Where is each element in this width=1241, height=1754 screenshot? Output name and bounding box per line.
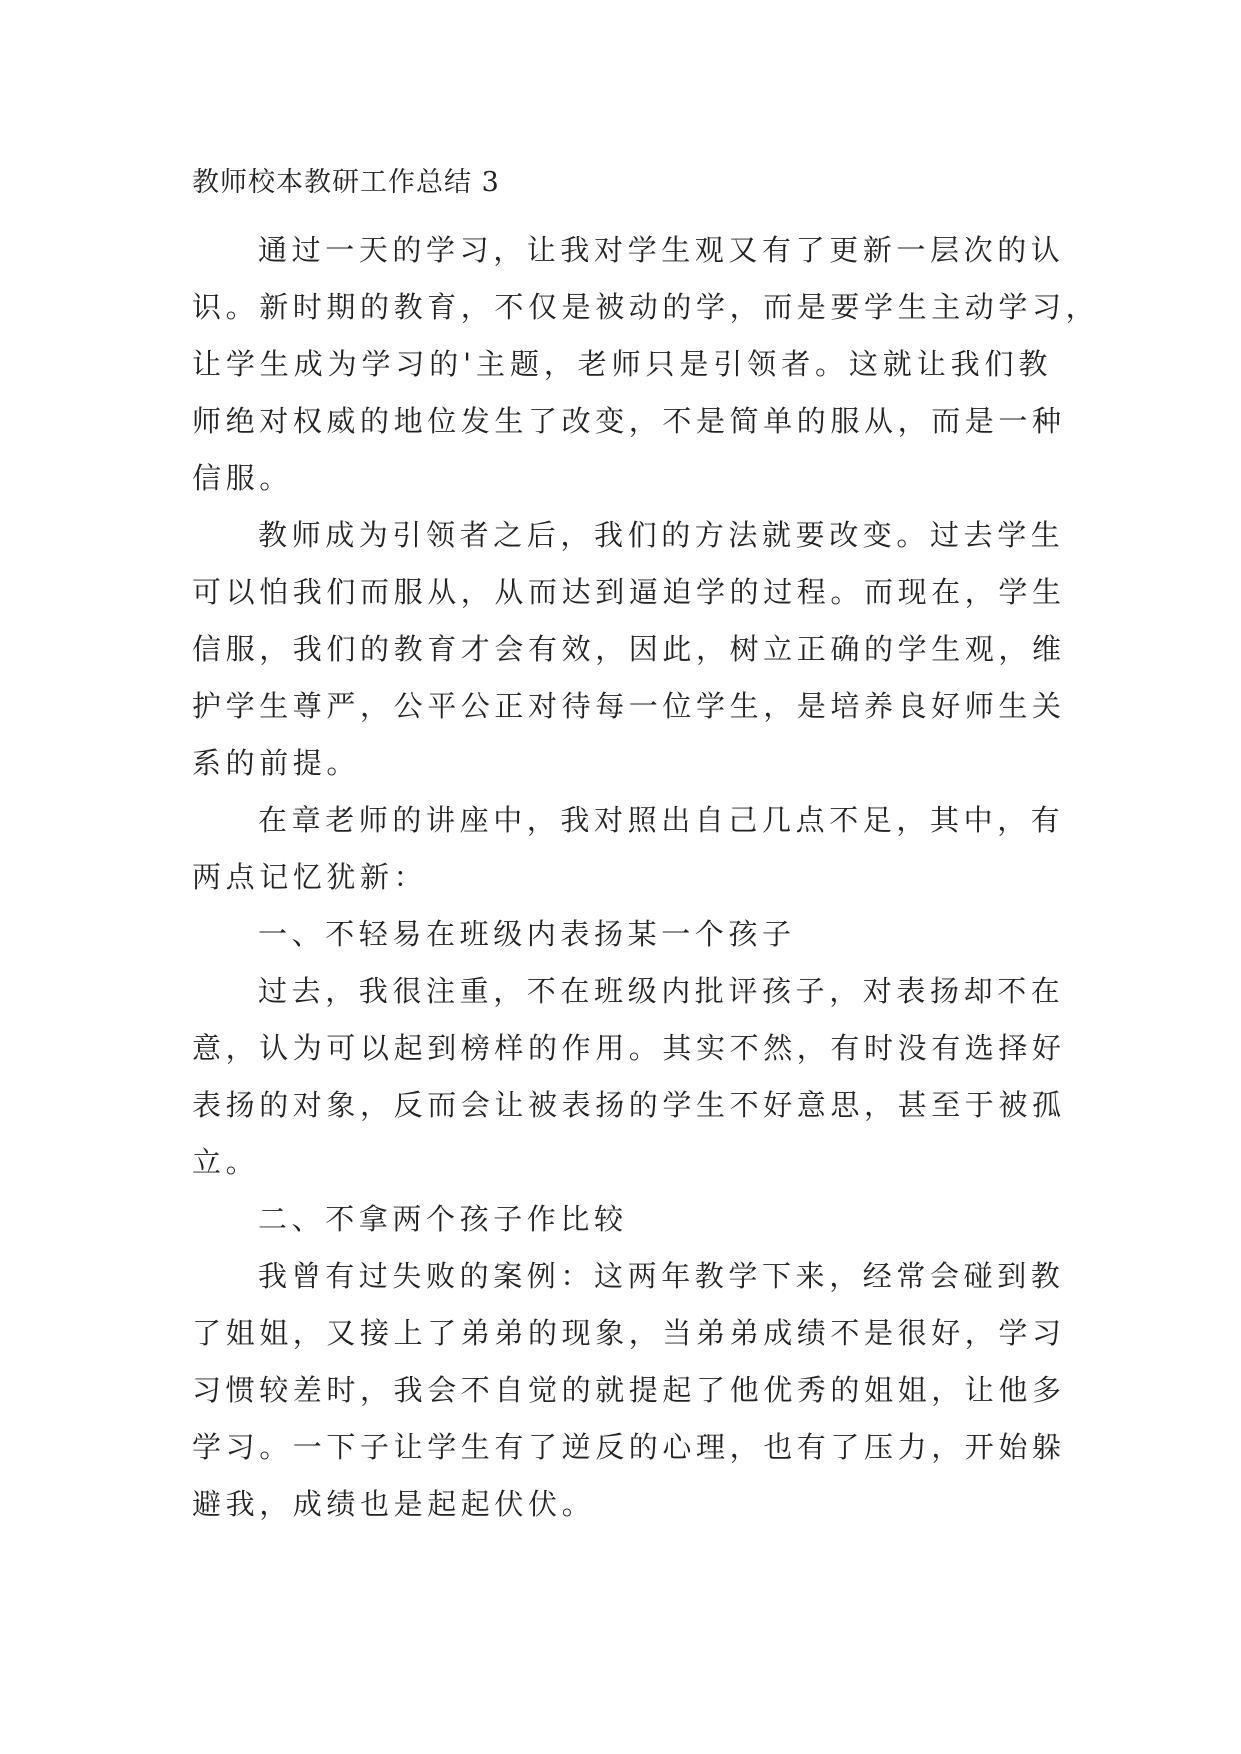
paragraph bbox=[192, 963, 1066, 1191]
paragraph-line: 在章老师的讲座中，我对照出自己几点不足，其中，有 bbox=[258, 803, 1065, 837]
paragraph-line: 习惯较差时，我会不自觉的就提起了他优秀的姐姐，让他多 bbox=[192, 1373, 1066, 1407]
section-heading bbox=[192, 906, 1052, 963]
paragraph-line: 信服，我们的教育才会有效，因此，树立正确的学生观，维 bbox=[192, 632, 1066, 666]
paragraph-line: 立。 bbox=[192, 1145, 260, 1179]
paragraph-line: 识。新时期的教育，不仅是被动的学，而是要学生主动学习， bbox=[192, 290, 1100, 324]
paragraph-line: 避我，成绩也是起起伏伏。 bbox=[192, 1487, 596, 1521]
section-heading-text: 二、不拿两个孩子作比较 bbox=[258, 1202, 628, 1236]
paragraph-line: 两点记忆犹新： bbox=[192, 860, 428, 894]
paragraph-line: 信服。 bbox=[192, 461, 293, 495]
paragraph bbox=[192, 507, 1066, 792]
section-heading bbox=[192, 1191, 1052, 1248]
paragraph-line: 表扬的对象，反而会让被表扬的学生不好意思，甚至于被孤 bbox=[192, 1088, 1066, 1122]
paragraph-line: 护学生尊严，公平公正对待每一位学生，是培养良好师生关 bbox=[192, 689, 1066, 723]
paragraph-line: 学习。一下子让学生有了逆反的心理，也有了压力，开始躲 bbox=[192, 1430, 1066, 1464]
paragraph-line: 系的前提。 bbox=[192, 746, 361, 780]
paragraph bbox=[192, 222, 1100, 507]
document-title: 教师校本教研工作总结 3 bbox=[192, 167, 500, 198]
paragraph bbox=[192, 1248, 1066, 1533]
section-heading-text: 一、不轻易在班级内表扬某一个孩子 bbox=[258, 917, 796, 951]
paragraph-line: 意，认为可以起到榜样的作用。其实不然，有时没有选择好 bbox=[192, 1031, 1066, 1065]
paragraph-line: 通过一天的学习，让我对学生观又有了更新一层次的认 bbox=[258, 233, 1065, 267]
document-body bbox=[192, 222, 1100, 1533]
paragraph-line: 我曾有过失败的案例：这两年教学下来，经常会碰到教 bbox=[258, 1259, 1065, 1293]
paragraph-line: 让学生成为学习的'主题，老师只是引领者。这就让我们教 bbox=[192, 347, 1052, 381]
paragraph-line: 师绝对权威的地位发生了改变，不是简单的服从，而是一种 bbox=[192, 404, 1066, 438]
paragraph-line: 教师成为引领者之后，我们的方法就要改变。过去学生 bbox=[258, 518, 1065, 552]
paragraph bbox=[192, 792, 1065, 906]
paragraph-line: 可以怕我们而服从，从而达到逼迫学的过程。而现在，学生 bbox=[192, 575, 1066, 609]
paragraph-line: 过去，我很注重，不在班级内批评孩子，对表扬却不在 bbox=[258, 974, 1065, 1008]
paragraph-line: 了姐姐，又接上了弟弟的现象，当弟弟成绩不是很好，学习 bbox=[192, 1316, 1066, 1350]
